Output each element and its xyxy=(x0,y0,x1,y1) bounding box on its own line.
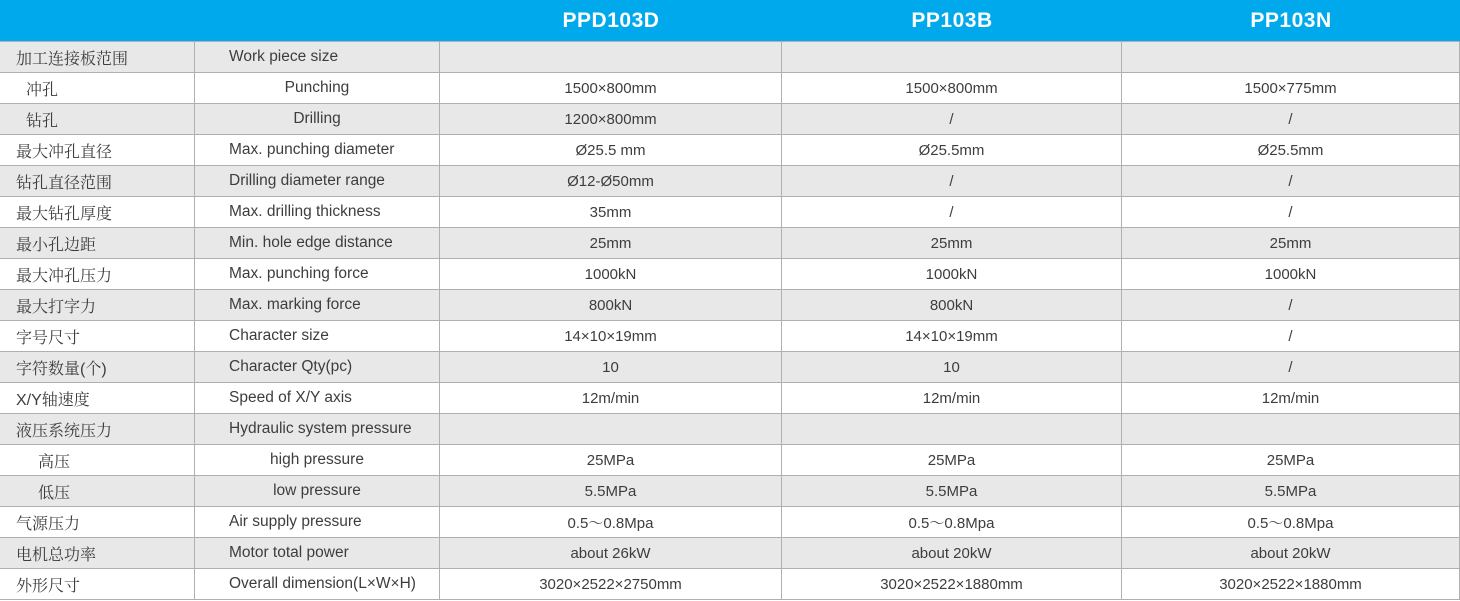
value-pp103n xyxy=(1122,42,1460,72)
table-row-punching xyxy=(0,73,1460,104)
table-row-max-punching-diameter xyxy=(0,135,1460,166)
value-pp103b: 14×10×19mm xyxy=(782,321,1122,351)
header-product-pp103b: PP103B xyxy=(911,8,993,32)
value-ppd103d: 800kN xyxy=(440,290,782,320)
value-pp103n: / xyxy=(1122,321,1460,351)
value-ppd103d: 12m/min xyxy=(440,383,782,413)
value-pp103n: 12m/min xyxy=(1122,383,1460,413)
header-product-ppd103d: PPD103D xyxy=(562,8,660,32)
table-row-hydraulic-system-pressure xyxy=(0,414,1460,445)
value-pp103n xyxy=(1122,414,1460,444)
value-pp103n: / xyxy=(1122,352,1460,382)
table-row-overall-dimension xyxy=(0,569,1460,600)
value-pp103b: 10 xyxy=(782,352,1122,382)
value-pp103b: 0.5～0.8Mpa xyxy=(782,507,1122,537)
value-pp103n: 1500×775mm xyxy=(1122,73,1460,103)
row-label-cn: 最小孔边距 xyxy=(0,228,195,258)
value-ppd103d xyxy=(440,42,782,72)
value-pp103b: / xyxy=(782,104,1122,134)
row-label-en: Character size xyxy=(195,321,440,351)
row-label-en: Air supply pressure xyxy=(195,507,440,537)
row-label-cn: 外形尺寸 xyxy=(0,569,195,599)
table-row-max-marking-force xyxy=(0,290,1460,321)
row-label-cn: 高压 xyxy=(0,445,195,475)
value-pp103n: about 20kW xyxy=(1122,538,1460,568)
value-pp103n: 0.5～0.8Mpa xyxy=(1122,507,1460,537)
table-row-character-qty xyxy=(0,352,1460,383)
value-pp103b: 5.5MPa xyxy=(782,476,1122,506)
value-pp103n: 5.5MPa xyxy=(1122,476,1460,506)
value-pp103b: 3020×2522×1880mm xyxy=(782,569,1122,599)
table-row-character-size xyxy=(0,321,1460,352)
table-row-air-supply-pressure xyxy=(0,507,1460,538)
row-label-cn: 液压系统压力 xyxy=(0,414,195,444)
value-pp103n: 25MPa xyxy=(1122,445,1460,475)
value-pp103n: / xyxy=(1122,197,1460,227)
value-pp103n: 25mm xyxy=(1122,228,1460,258)
value-ppd103d: 14×10×19mm xyxy=(440,321,782,351)
table-row-max-punching-force xyxy=(0,259,1460,290)
value-pp103b: / xyxy=(782,197,1122,227)
row-label-en: Max. drilling thickness xyxy=(195,197,440,227)
row-label-cn: 最大冲孔压力 xyxy=(0,259,195,289)
value-ppd103d: 3020×2522×2750mm xyxy=(440,569,782,599)
value-ppd103d: 35mm xyxy=(440,197,782,227)
header-blank-cell xyxy=(0,0,440,41)
row-label-cn: 加工连接板范围 xyxy=(0,42,195,72)
row-label-cn: 最大冲孔直径 xyxy=(0,135,195,165)
row-label-cn: 钻孔直径范围 xyxy=(0,166,195,196)
row-label-cn: 最大打字力 xyxy=(0,290,195,320)
table-row-min-hole-edge-distance xyxy=(0,228,1460,259)
value-pp103b: 1500×800mm xyxy=(782,73,1122,103)
value-pp103b: Ø25.5mm xyxy=(782,135,1122,165)
value-pp103b: about 20kW xyxy=(782,538,1122,568)
table-row-max-drilling-thickness xyxy=(0,197,1460,228)
row-label-en: Overall dimension(L×W×H) xyxy=(195,569,440,599)
value-ppd103d: about 26kW xyxy=(440,538,782,568)
table-row-workpiece-size xyxy=(0,42,1460,73)
row-label-cn: 字号尺寸 xyxy=(0,321,195,351)
value-ppd103d: 1500×800mm xyxy=(440,73,782,103)
value-ppd103d: 10 xyxy=(440,352,782,382)
value-pp103b xyxy=(782,42,1122,72)
row-label-en: Max. punching force xyxy=(195,259,440,289)
value-ppd103d: 1200×800mm xyxy=(440,104,782,134)
value-pp103n: / xyxy=(1122,104,1460,134)
row-label-cn: 冲孔 xyxy=(0,73,195,103)
row-label-en: high pressure xyxy=(195,445,440,475)
row-label-en: Character Qty(pc) xyxy=(195,352,440,382)
value-pp103n: Ø25.5mm xyxy=(1122,135,1460,165)
row-label-en: Work piece size xyxy=(195,42,440,72)
value-pp103b: 12m/min xyxy=(782,383,1122,413)
value-ppd103d: 25MPa xyxy=(440,445,782,475)
table-row-drilling xyxy=(0,104,1460,135)
value-ppd103d: 25mm xyxy=(440,228,782,258)
value-pp103b: / xyxy=(782,166,1122,196)
value-ppd103d: 5.5MPa xyxy=(440,476,782,506)
row-label-en: Hydraulic system pressure xyxy=(195,414,440,444)
row-label-cn: 电机总功率 xyxy=(0,538,195,568)
value-pp103b xyxy=(782,414,1122,444)
value-pp103n: / xyxy=(1122,166,1460,196)
row-label-cn: X/Y轴速度 xyxy=(0,383,195,413)
table-body xyxy=(0,41,1460,600)
row-label-en: low pressure xyxy=(195,476,440,506)
header-product-pp103n: PP103N xyxy=(1250,8,1332,32)
value-pp103n: 1000kN xyxy=(1122,259,1460,289)
row-label-cn: 低压 xyxy=(0,476,195,506)
value-ppd103d xyxy=(440,414,782,444)
row-label-cn: 钻孔 xyxy=(0,104,195,134)
row-label-en: Motor total power xyxy=(195,538,440,568)
value-pp103b: 25MPa xyxy=(782,445,1122,475)
table-row-high-pressure xyxy=(0,445,1460,476)
table-row-drilling-diameter-range xyxy=(0,166,1460,197)
table-header-row xyxy=(0,0,1460,41)
value-ppd103d: 1000kN xyxy=(440,259,782,289)
row-label-en: Drilling diameter range xyxy=(195,166,440,196)
row-label-en: Max. punching diameter xyxy=(195,135,440,165)
row-label-en: Speed of X/Y axis xyxy=(195,383,440,413)
value-pp103n: / xyxy=(1122,290,1460,320)
row-label-cn: 气源压力 xyxy=(0,507,195,537)
value-pp103n: 3020×2522×1880mm xyxy=(1122,569,1460,599)
row-label-en: Drilling xyxy=(195,104,440,134)
table-row-motor-total-power xyxy=(0,538,1460,569)
value-ppd103d: 0.5～0.8Mpa xyxy=(440,507,782,537)
value-ppd103d: Ø12-Ø50mm xyxy=(440,166,782,196)
value-ppd103d: Ø25.5 mm xyxy=(440,135,782,165)
row-label-cn: 字符数量(个) xyxy=(0,352,195,382)
row-label-en: Punching xyxy=(195,73,440,103)
table-row-xy-axis-speed xyxy=(0,383,1460,414)
row-label-cn: 最大钻孔厚度 xyxy=(0,197,195,227)
row-label-en: Min. hole edge distance xyxy=(195,228,440,258)
value-pp103b: 25mm xyxy=(782,228,1122,258)
table-row-low-pressure xyxy=(0,476,1460,507)
value-pp103b: 800kN xyxy=(782,290,1122,320)
value-pp103b: 1000kN xyxy=(782,259,1122,289)
row-label-en: Max. marking force xyxy=(195,290,440,320)
